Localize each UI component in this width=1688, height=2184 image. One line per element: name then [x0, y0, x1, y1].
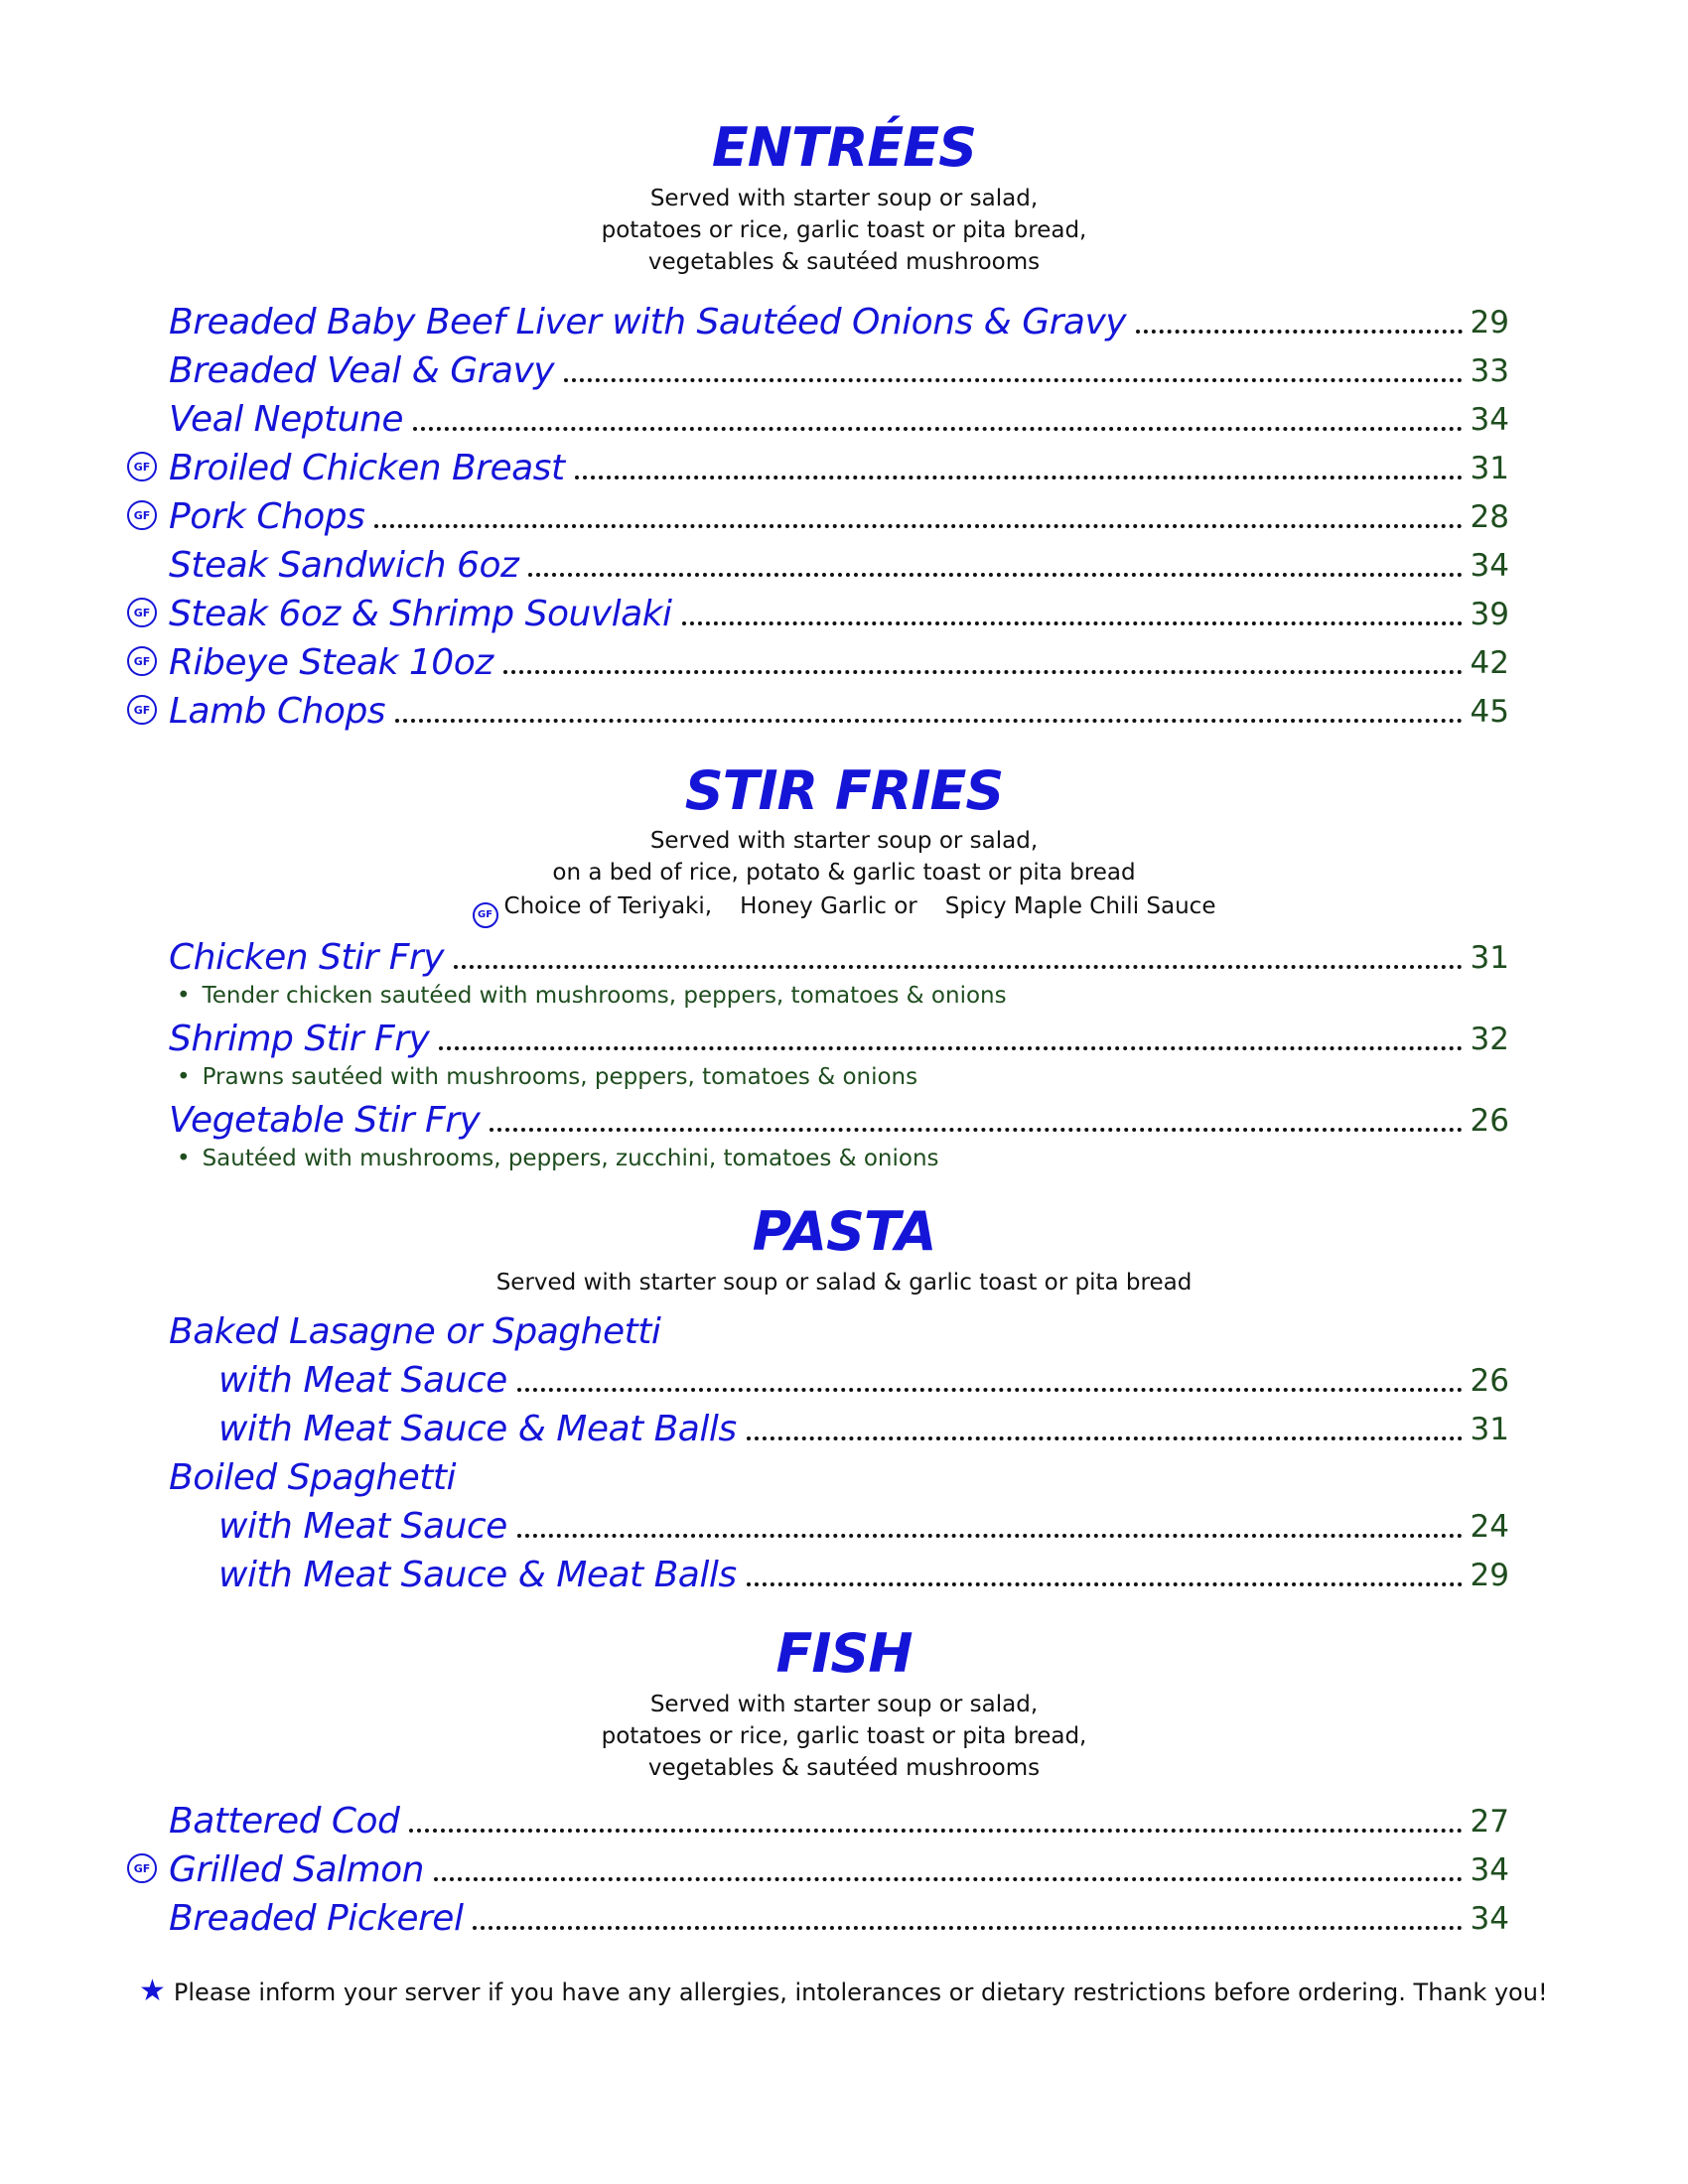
entrees-subtitle-line: potatoes or rice, garlic toast or pita bread,: [601, 217, 1087, 243]
gluten-free-icon: [127, 500, 157, 530]
menu-item: [169, 1892, 1509, 1941]
gluten-free-icon: [127, 452, 157, 481]
gluten-free-icon: [127, 598, 157, 627]
stir-fries-subtitle-line: Served with starter soup or salad,: [649, 828, 1039, 854]
dot-leader: [1136, 330, 1462, 334]
item-name: Steak 6oz & Shrimp Souvlaki: [169, 594, 672, 634]
item-description-text: Sautéed with mushrooms, peppers, zucchini, tomatoes & onions: [202, 1146, 939, 1171]
item-price: 32: [1470, 1022, 1509, 1057]
item-description: • Sautéed with mushrooms, peppers, zucchini, tomatoes & onions: [177, 1146, 939, 1171]
stir-fries-title: STIR FRIES: [684, 759, 1004, 822]
gf-label: GF: [133, 703, 151, 717]
allergy-notice-text: Please inform your server if you have any allergies, intolerances or dietary restrictions before ordering. Thank you!: [173, 1979, 1548, 2006]
item-price: 24: [1470, 1509, 1509, 1545]
dot-leader: [409, 1829, 1462, 1833]
menu-item: [169, 685, 1509, 734]
item-name: Vegetable Stir Fry: [169, 1100, 481, 1141]
menu-item: [169, 931, 1509, 980]
dot-leader: [575, 476, 1463, 479]
sauce-choice: [0, 888, 1688, 928]
menu-item: [218, 1403, 1509, 1451]
item-name: with Meat Sauce: [218, 1506, 507, 1547]
pasta-subtitle: Served with starter soup or salad & garlic toast or pita bread: [495, 1270, 1193, 1296]
fish-subtitle-line: Served with starter soup or salad,: [649, 1692, 1039, 1717]
star-icon: ★: [139, 1974, 166, 2008]
item-name: Battered Cod: [169, 1801, 400, 1842]
pasta-group-heading: Boiled Spaghetti: [169, 1457, 456, 1498]
gf-label: GF: [133, 508, 151, 522]
item-price: 33: [1470, 353, 1509, 389]
entrees-title: ENTRÉES: [711, 116, 977, 179]
menu-item: [169, 539, 1509, 588]
menu-item: [169, 442, 1509, 490]
item-name: Ribeye Steak 10oz: [169, 642, 493, 683]
dot-leader: [413, 427, 1463, 431]
item-price: 34: [1470, 402, 1509, 438]
menu-item: [169, 1094, 1509, 1143]
dot-leader: [490, 1128, 1462, 1132]
menu-item: [169, 296, 1509, 344]
menu-item: [218, 1549, 1509, 1597]
dot-leader: [682, 621, 1463, 625]
item-name: Grilled Salmon: [169, 1849, 424, 1890]
item-name: Steak Sandwich 6oz: [169, 545, 519, 586]
item-price: 31: [1470, 451, 1509, 486]
fish-header: [0, 1623, 1688, 1784]
fish-subtitle: [0, 1689, 1688, 1784]
item-name: Pork Chops: [169, 496, 365, 537]
fish-subtitle-line: potatoes or rice, garlic toast or pita bread,: [601, 1723, 1087, 1749]
menu-item: [169, 1795, 1509, 1843]
menu-item: [169, 588, 1509, 636]
gf-label: GF: [477, 909, 493, 920]
item-description-text: Tender chicken sautéed with mushrooms, peppers, tomatoes & onions: [202, 983, 1007, 1009]
item-name: Veal Neptune: [169, 399, 403, 440]
item-name: Broiled Chicken Breast: [169, 448, 565, 488]
item-price: 29: [1470, 305, 1509, 341]
item-price: 34: [1470, 1852, 1509, 1888]
menu-item: [169, 1013, 1509, 1061]
gluten-free-icon: [127, 646, 157, 676]
gf-label: GF: [133, 654, 151, 668]
fish-subtitle-line: vegetables & sautéed mushrooms: [647, 1755, 1041, 1781]
menu-item: [169, 393, 1509, 442]
dot-leader: [747, 1582, 1463, 1586]
gf-label: GF: [133, 606, 151, 619]
dot-leader: [374, 524, 1462, 528]
item-name: Breaded Baby Beef Liver with Sautéed Onions & Gravy: [169, 302, 1127, 342]
item-price: 31: [1470, 1412, 1509, 1447]
menu-item-heading: [169, 1305, 1509, 1354]
allergy-notice: [139, 1974, 1569, 2010]
menu-item: [169, 344, 1509, 393]
item-name: Chicken Stir Fry: [169, 937, 445, 978]
menu-item: [218, 1354, 1509, 1403]
dot-leader: [517, 1534, 1463, 1538]
dot-leader: [503, 670, 1463, 674]
menu-item: [218, 1500, 1509, 1549]
entrees-header: [0, 117, 1688, 278]
item-price: 28: [1470, 499, 1509, 535]
item-description-text: Prawns sautéed with mushrooms, peppers, tomatoes & onions: [202, 1064, 918, 1090]
item-price: 29: [1470, 1558, 1509, 1593]
item-price: 34: [1470, 548, 1509, 584]
item-price: 34: [1470, 1901, 1509, 1937]
gluten-free-icon: [473, 902, 498, 928]
item-price: 39: [1470, 597, 1509, 632]
dot-leader: [395, 719, 1462, 723]
stir-fries-subtitle-line: on a bed of rice, potato & garlic toast or pita bread: [552, 860, 1136, 886]
menu-item: [169, 636, 1509, 685]
item-price: 26: [1470, 1103, 1509, 1139]
item-name: Breaded Pickerel: [169, 1898, 464, 1939]
item-price: 45: [1470, 694, 1509, 730]
dot-leader: [473, 1926, 1462, 1930]
stir-fries-subtitle: [0, 825, 1688, 888]
sauce-option: Spicy Maple Chili Sauce: [944, 893, 1216, 919]
pasta-header: [0, 1201, 1688, 1298]
item-name: with Meat Sauce & Meat Balls: [218, 1409, 737, 1449]
sauce-option: Choice of Teriyaki,: [503, 893, 713, 919]
entrees-subtitle: [0, 183, 1688, 278]
gluten-free-icon: [127, 1853, 157, 1883]
dot-leader: [454, 965, 1463, 969]
dot-leader: [434, 1877, 1463, 1881]
item-price: 42: [1470, 645, 1509, 681]
item-price: 27: [1470, 1804, 1509, 1840]
dot-leader: [747, 1436, 1463, 1440]
gf-label: GF: [133, 460, 151, 474]
entrees-subtitle-line: Served with starter soup or salad,: [649, 186, 1039, 211]
dot-leader: [564, 378, 1462, 382]
gluten-free-icon: [127, 695, 157, 725]
menu-item: [169, 490, 1509, 539]
item-name: Shrimp Stir Fry: [169, 1019, 430, 1059]
gf-label: GF: [133, 1861, 151, 1875]
item-name: Lamb Chops: [169, 691, 386, 732]
item-description: • Prawns sautéed with mushrooms, peppers, tomatoes & onions: [177, 1064, 918, 1090]
menu-item: [169, 1843, 1509, 1892]
item-name: Breaded Veal & Gravy: [169, 350, 555, 391]
dot-leader: [517, 1388, 1463, 1392]
pasta-title: PASTA: [752, 1200, 936, 1263]
pasta-group-heading: Baked Lasagne or Spaghetti: [169, 1311, 661, 1352]
item-name: with Meat Sauce: [218, 1360, 507, 1401]
item-price: 31: [1470, 940, 1509, 976]
menu-item-heading: [169, 1451, 1509, 1500]
dot-leader: [528, 573, 1462, 577]
stir-fries-header: [0, 760, 1688, 928]
sauce-option: Honey Garlic or: [740, 893, 917, 919]
item-description: • Tender chicken sautéed with mushrooms, peppers, tomatoes & onions: [177, 983, 1007, 1009]
entrees-subtitle-line: vegetables & sautéed mushrooms: [647, 249, 1041, 275]
item-price: 26: [1470, 1363, 1509, 1399]
fish-title: FISH: [775, 1622, 913, 1685]
dot-leader: [439, 1046, 1462, 1050]
item-name: with Meat Sauce & Meat Balls: [218, 1555, 737, 1595]
